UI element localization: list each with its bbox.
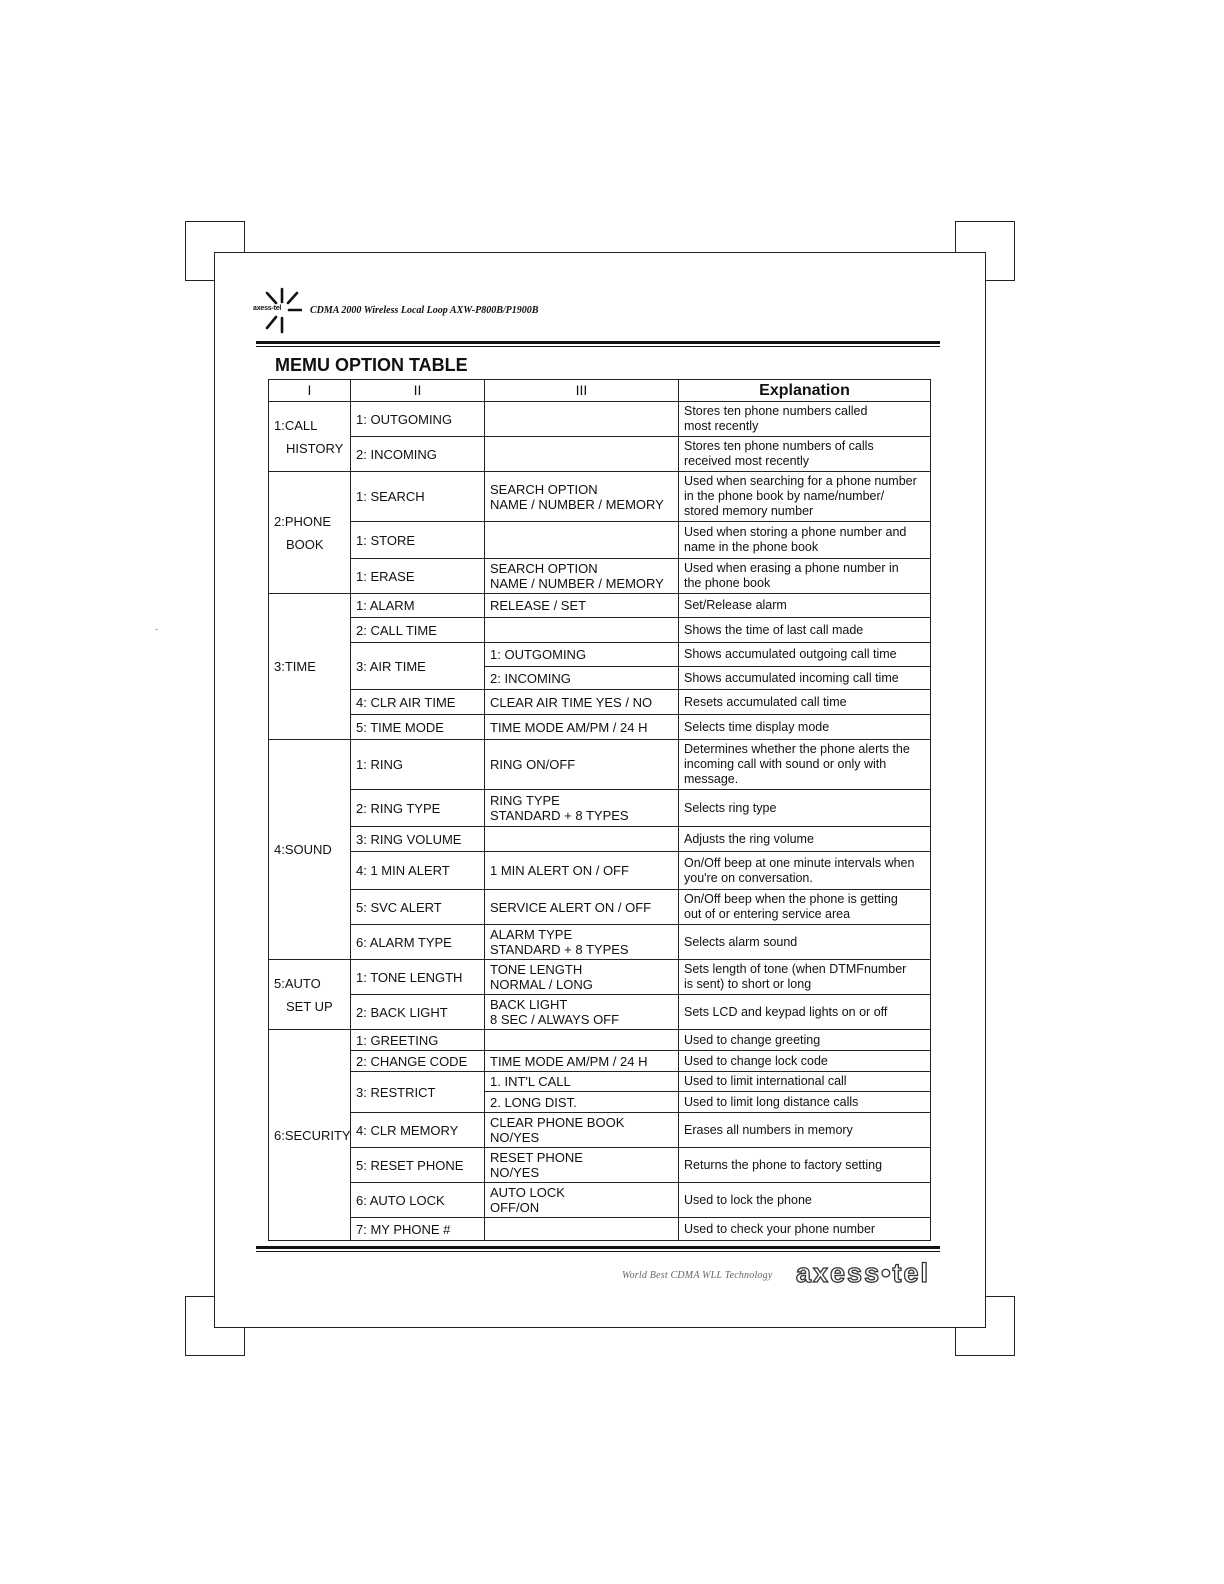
cell-line: Resets accumulated call time bbox=[684, 694, 847, 709]
explanation-cell bbox=[679, 925, 931, 960]
cell-line: STANDARD + 8 TYPES bbox=[490, 808, 629, 823]
explanation-cell bbox=[679, 1092, 931, 1113]
cell-line: NAME / NUMBER / MEMORY bbox=[490, 576, 664, 591]
footer-brand-logo: axess•tel bbox=[796, 1258, 931, 1288]
table-row bbox=[269, 740, 931, 790]
cell-line: Sets length of tone (when DTMFnumber bbox=[684, 962, 907, 976]
table-row bbox=[269, 715, 931, 740]
menu-level2-item: 6: ALARM TYPE bbox=[351, 925, 485, 960]
table-row bbox=[269, 618, 931, 643]
menu-level1-label: 3:TIME bbox=[274, 659, 316, 674]
menu-level1-security bbox=[269, 1030, 351, 1241]
cell-line: Used when storing a phone number and bbox=[684, 525, 907, 539]
footer-rule-thin bbox=[256, 1251, 940, 1252]
menu-level3-option bbox=[485, 1030, 679, 1051]
explanation-cell bbox=[679, 1183, 931, 1218]
menu-level3-option bbox=[485, 1113, 679, 1148]
document-title: CDMA 2000 Wireless Local Loop AXW-P800B/P1900B bbox=[310, 305, 539, 316]
cell-line: Used to change lock code bbox=[684, 1053, 828, 1068]
cell-line: SEARCH OPTION bbox=[490, 481, 598, 497]
cell-line: Shows the time of last call made bbox=[684, 622, 864, 637]
cell-line: Shows accumulated incoming call time bbox=[684, 670, 899, 685]
menu-level2-item: 4: CLR MEMORY bbox=[351, 1113, 485, 1148]
cell-line: SERVICE ALERT ON / OFF bbox=[490, 899, 652, 915]
explanation-cell bbox=[679, 1030, 931, 1051]
cell-line: Used to check your phone number bbox=[684, 1221, 876, 1236]
explanation-cell bbox=[679, 472, 931, 522]
menu-level1-label: BOOK bbox=[286, 536, 324, 552]
cell-line: name in the phone book bbox=[684, 540, 819, 554]
menu-level3-option bbox=[485, 790, 679, 827]
menu-level2-item: 1: GREETING bbox=[351, 1030, 485, 1051]
table-row bbox=[269, 790, 931, 827]
cell-line: NO/YES bbox=[490, 1165, 540, 1180]
cell-line: BACK LIGHT bbox=[490, 997, 568, 1012]
menu-level3-option bbox=[485, 437, 679, 472]
cell-line: On/Off beep when the phone is getting bbox=[684, 892, 898, 906]
menu-level3-option bbox=[485, 740, 679, 790]
header-rule-thin bbox=[256, 346, 940, 347]
menu-level1-label: 1:CALL bbox=[274, 417, 318, 433]
explanation-cell bbox=[679, 1148, 931, 1183]
cell-line: message. bbox=[684, 772, 739, 786]
menu-level2-item: 2: CALL TIME bbox=[351, 618, 485, 643]
cell-line: Erases all numbers in memory bbox=[684, 1122, 853, 1137]
cell-line: most recently bbox=[684, 419, 759, 433]
explanation-cell bbox=[679, 1051, 931, 1072]
menu-level2-item: 7: MY PHONE # bbox=[351, 1218, 485, 1241]
column-header-level-1: I bbox=[269, 380, 351, 402]
explanation-cell bbox=[679, 852, 931, 890]
menu-level1-label: SET UP bbox=[286, 998, 333, 1014]
menu-level3-option bbox=[485, 618, 679, 643]
table-row bbox=[269, 1148, 931, 1183]
table-row bbox=[269, 1113, 931, 1148]
cell-line: Used when searching for a phone number bbox=[684, 474, 917, 488]
table-row bbox=[269, 472, 931, 522]
menu-level2-item: 2: CHANGE CODE bbox=[351, 1051, 485, 1072]
menu-level3-option bbox=[485, 960, 679, 995]
menu-level3-option bbox=[485, 667, 679, 690]
explanation-cell bbox=[679, 437, 931, 472]
menu-level3-option bbox=[485, 827, 679, 852]
menu-level3-option bbox=[485, 559, 679, 594]
explanation-cell bbox=[679, 1218, 931, 1241]
menu-level2-item: 2: INCOMING bbox=[351, 437, 485, 472]
menu-level3-option bbox=[485, 715, 679, 740]
cell-line: Used when erasing a phone number in bbox=[684, 561, 899, 575]
menu-level3-option bbox=[485, 1183, 679, 1218]
cell-line: TIME MODE AM/PM / 24 H bbox=[490, 719, 648, 735]
table-row bbox=[269, 852, 931, 890]
explanation-cell bbox=[679, 790, 931, 827]
cell-line: 1. INT'L CALL bbox=[490, 1074, 571, 1089]
menu-level2-item: 1: STORE bbox=[351, 522, 485, 559]
cell-line: 8 SEC / ALWAYS OFF bbox=[490, 1012, 620, 1027]
cell-line: Used to lock the phone bbox=[684, 1192, 812, 1207]
explanation-cell bbox=[679, 715, 931, 740]
explanation-cell bbox=[679, 522, 931, 559]
cell-line: Selects alarm sound bbox=[684, 934, 798, 949]
explanation-cell bbox=[679, 827, 931, 852]
menu-level1-label: 6:SECURITY bbox=[274, 1127, 351, 1143]
menu-level3-option bbox=[485, 890, 679, 925]
explanation-cell bbox=[679, 618, 931, 643]
menu-level2-item: 2: BACK LIGHT bbox=[351, 995, 485, 1030]
menu-level3-option bbox=[485, 594, 679, 618]
cell-line: OFF/ON bbox=[490, 1200, 540, 1215]
logo-wordmark: axess-tel bbox=[253, 305, 282, 312]
cell-line: Returns the phone to factory setting bbox=[684, 1157, 883, 1172]
menu-level2-item: 1: RING bbox=[351, 740, 485, 790]
cell-line: SEARCH OPTION bbox=[490, 561, 598, 576]
menu-level2-item: 6: AUTO LOCK bbox=[351, 1183, 485, 1218]
menu-level3-option bbox=[485, 995, 679, 1030]
cell-line: AUTO LOCK bbox=[490, 1185, 565, 1200]
explanation-cell bbox=[679, 643, 931, 667]
cell-line: 2: INCOMING bbox=[490, 670, 571, 686]
cell-line: TONE LENGTH bbox=[490, 962, 583, 977]
cell-line: Selects ring type bbox=[684, 800, 777, 815]
column-header-level-2: II bbox=[351, 380, 485, 402]
cell-line: RING ON/OFF bbox=[490, 757, 576, 772]
menu-option-table bbox=[268, 379, 931, 1241]
menu-level3-option bbox=[485, 402, 679, 437]
explanation-cell bbox=[679, 740, 931, 790]
menu-level2-item: 2: RING TYPE bbox=[351, 790, 485, 827]
menu-level3-option bbox=[485, 643, 679, 667]
table-row bbox=[269, 925, 931, 960]
footer-tagline: World Best CDMA WLL Technology bbox=[622, 1270, 773, 1281]
menu-level2-item: 1: SEARCH bbox=[351, 472, 485, 522]
table-row bbox=[269, 827, 931, 852]
cell-line: TIME MODE AM/PM / 24 H bbox=[490, 1053, 648, 1069]
cell-line: CLEAR AIR TIME YES / NO bbox=[490, 694, 653, 710]
scan-speck: - bbox=[155, 624, 158, 634]
menu-level2-item: 3: RESTRICT bbox=[351, 1072, 485, 1113]
explanation-cell bbox=[679, 960, 931, 995]
menu-level1-sound bbox=[269, 740, 351, 960]
menu-level3-option bbox=[485, 1148, 679, 1183]
cell-line: RESET PHONE bbox=[490, 1150, 583, 1165]
explanation-cell bbox=[679, 1113, 931, 1148]
menu-level3-option bbox=[485, 925, 679, 960]
explanation-cell bbox=[679, 667, 931, 690]
cell-line: Sets LCD and keypad lights on or off bbox=[684, 1004, 888, 1019]
table-header-row bbox=[269, 380, 931, 402]
table-title: MEMU OPTION TABLE bbox=[275, 355, 468, 375]
cell-line: Set/Release alarm bbox=[684, 598, 787, 612]
cell-line: stored memory number bbox=[684, 504, 814, 518]
cell-line: Shows accumulated outgoing call time bbox=[684, 647, 897, 661]
column-header-level-3: III bbox=[485, 380, 679, 402]
menu-level1-label: HISTORY bbox=[286, 440, 344, 456]
table-row bbox=[269, 594, 931, 618]
menu-level1-label: 2:PHONE bbox=[274, 513, 332, 529]
cell-line: Used to limit international call bbox=[684, 1074, 847, 1088]
cell-line: Determines whether the phone alerts the bbox=[684, 742, 910, 756]
cell-line: STANDARD + 8 TYPES bbox=[490, 942, 629, 957]
table-row bbox=[269, 960, 931, 995]
menu-level3-option bbox=[485, 1092, 679, 1113]
table-row bbox=[269, 559, 931, 594]
explanation-cell bbox=[679, 690, 931, 715]
explanation-cell bbox=[679, 594, 931, 618]
menu-level2-item: 1: ALARM bbox=[351, 594, 485, 618]
menu-level1-call-history bbox=[269, 402, 351, 472]
cell-line: incoming call with sound or only with bbox=[684, 757, 887, 771]
cell-line: NORMAL / LONG bbox=[490, 977, 593, 992]
menu-level2-item: 3: AIR TIME bbox=[351, 643, 485, 690]
cell-line: Stores ten phone numbers called bbox=[684, 404, 868, 418]
table-row bbox=[269, 1072, 931, 1092]
menu-level2-item: 4: CLR AIR TIME bbox=[351, 690, 485, 715]
menu-level3-option bbox=[485, 522, 679, 559]
cell-line: Adjusts the ring volume bbox=[684, 831, 814, 846]
cell-line: in the phone book by name/number/ bbox=[684, 489, 885, 503]
cell-line: Used to change greeting bbox=[684, 1032, 821, 1047]
cell-line: 1: OUTGOMING bbox=[490, 647, 587, 662]
menu-level2-item: 4: 1 MIN ALERT bbox=[351, 852, 485, 890]
menu-level2-item: 5: RESET PHONE bbox=[351, 1148, 485, 1183]
table-row bbox=[269, 890, 931, 925]
cell-line: NO/YES bbox=[490, 1130, 540, 1145]
table-row bbox=[269, 643, 931, 667]
cell-line: received most recently bbox=[684, 454, 810, 468]
cell-line: out of or entering service area bbox=[684, 907, 851, 921]
menu-level1-phone-book bbox=[269, 472, 351, 594]
menu-level3-option bbox=[485, 1072, 679, 1092]
explanation-cell bbox=[679, 890, 931, 925]
table-row bbox=[269, 402, 931, 437]
table-row bbox=[269, 995, 931, 1030]
menu-level3-option bbox=[485, 472, 679, 522]
cell-line: On/Off beep at one minute intervals when bbox=[684, 855, 915, 870]
table-row bbox=[269, 522, 931, 559]
explanation-cell bbox=[679, 995, 931, 1030]
cell-line: CLEAR PHONE BOOK bbox=[490, 1115, 625, 1130]
header-rule-thick bbox=[256, 341, 940, 344]
cell-line: 1 MIN ALERT ON / OFF bbox=[490, 863, 629, 878]
cell-line: Selects time display mode bbox=[684, 719, 830, 734]
menu-level2-item: 5: SVC ALERT bbox=[351, 890, 485, 925]
table-row bbox=[269, 1030, 931, 1051]
cell-line: Stores ten phone numbers of calls bbox=[684, 439, 874, 453]
cell-line: the phone book bbox=[684, 576, 771, 590]
menu-level2-item: 5: TIME MODE bbox=[351, 715, 485, 740]
cell-line: Used to limit long distance calls bbox=[684, 1094, 859, 1109]
table-row bbox=[269, 437, 931, 472]
menu-level1-label: 4:SOUND bbox=[274, 842, 332, 857]
cell-line: ALARM TYPE bbox=[490, 927, 573, 942]
table-row bbox=[269, 690, 931, 715]
menu-level1-time bbox=[269, 594, 351, 740]
cell-line: NAME / NUMBER / MEMORY bbox=[490, 496, 664, 512]
menu-level1-label: 5:AUTO bbox=[274, 975, 321, 991]
cell-line: 2. LONG DIST. bbox=[490, 1094, 577, 1110]
cell-line: RING TYPE bbox=[490, 793, 560, 808]
menu-level3-option bbox=[485, 1051, 679, 1072]
table-row bbox=[269, 1051, 931, 1072]
column-header-explanation: Explanation bbox=[679, 380, 931, 402]
table-row bbox=[269, 1218, 931, 1241]
cell-line: you're on conversation. bbox=[684, 870, 813, 885]
menu-level2-item: 1: OUTGOMING bbox=[351, 402, 485, 437]
menu-level1-auto-setup bbox=[269, 960, 351, 1030]
menu-level3-option bbox=[485, 852, 679, 890]
explanation-cell bbox=[679, 559, 931, 594]
menu-level2-item: 1: TONE LENGTH bbox=[351, 960, 485, 995]
explanation-cell bbox=[679, 402, 931, 437]
menu-level2-item: 3: RING VOLUME bbox=[351, 827, 485, 852]
footer-rule-thick bbox=[256, 1246, 940, 1249]
cell-line: is sent) to short or long bbox=[684, 977, 812, 991]
menu-level2-item: 1: ERASE bbox=[351, 559, 485, 594]
menu-level3-option bbox=[485, 1218, 679, 1241]
cell-line: RELEASE / SET bbox=[490, 598, 587, 613]
table-row bbox=[269, 1183, 931, 1218]
explanation-cell bbox=[679, 1072, 931, 1092]
menu-level3-option bbox=[485, 690, 679, 715]
